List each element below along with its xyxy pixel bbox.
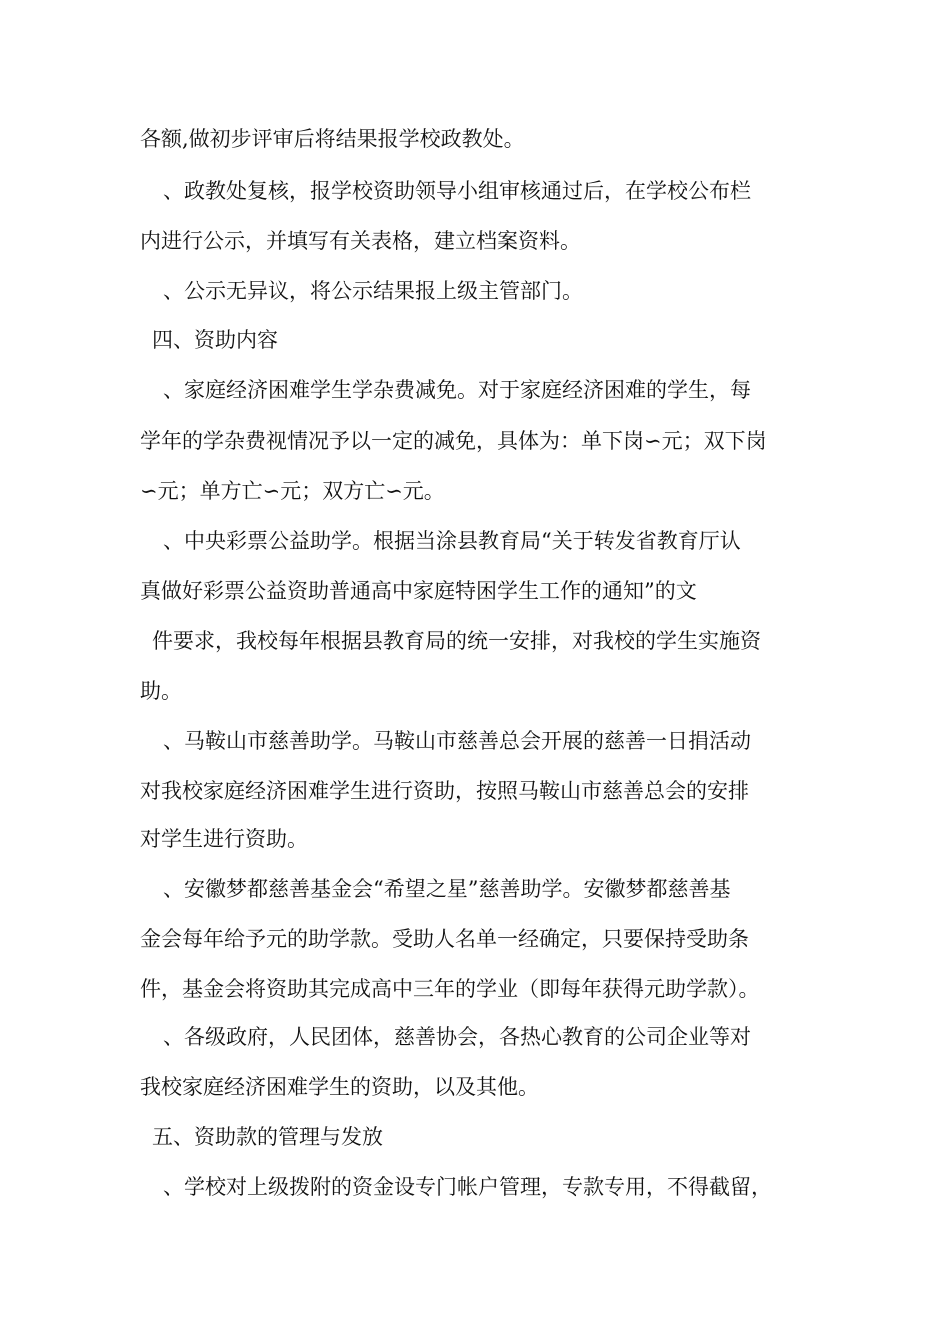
text-line: 件，基金会将资助其完成高中三年的学业（即每年获得元助学款）。: [140, 977, 760, 1001]
text-line: 、家庭经济困难学生学杂费减免。对于家庭经济困难的学生，每: [163, 378, 751, 402]
text-line: 我校家庭经济困难学生的资助，以及其他。: [140, 1075, 539, 1099]
text-line: 件要求，我校每年根据县教育局的统一安排，对我校的学生实施资: [152, 629, 761, 653]
text-line: 、公示无异议，将公示结果报上级主管部门。: [163, 279, 583, 303]
text-line: 、安徽梦都慈善基金会“希望之星”慈善助学。安徽梦都慈善基: [163, 877, 731, 901]
text-line: 、各级政府，人民团体，慈善协会，各热心教育的公司企业等对: [163, 1025, 751, 1049]
text-line: 、学校对上级拨附的资金设专门帐户管理，专款专用，不得截留，: [163, 1175, 772, 1199]
text-line: 助。: [140, 679, 182, 703]
text-line: 、马鞍山市慈善助学。马鞍山市慈善总会开展的慈善一日捐活动: [163, 729, 751, 753]
section-heading: 五、资助款的管理与发放: [152, 1125, 383, 1149]
text-line: 真做好彩票公益资助普通高中家庭特困学生工作的通知”的文: [140, 579, 697, 603]
section-heading: 四、资助内容: [152, 328, 278, 352]
text-line: 学年的学杂费视情况予以一定的减免，具体为：单下岗∽元；双下岗: [140, 429, 767, 453]
text-line: 、政教处复核，报学校资助领导小组审核通过后，在学校公布栏: [163, 179, 751, 203]
text-line: ∽元；单方亡∽元；双方亡∽元。: [140, 479, 445, 503]
text-line: 各额,做初步评审后将结果报学校政教处。: [140, 127, 525, 151]
text-line: 、中央彩票公益助学。根据当涂县教育局“关于转发省教育厅认: [163, 529, 741, 553]
text-line: 对我校家庭经济困难学生进行资助，按照马鞍山市慈善总会的安排: [140, 779, 749, 803]
text-line: 金会每年给予元的助学款。受助人名单一经确定，只要保持受助条: [140, 927, 749, 951]
text-line: 对学生进行资助。: [140, 827, 308, 851]
text-line: 内进行公示，并填写有关表格，建立档案资料。: [140, 229, 581, 253]
